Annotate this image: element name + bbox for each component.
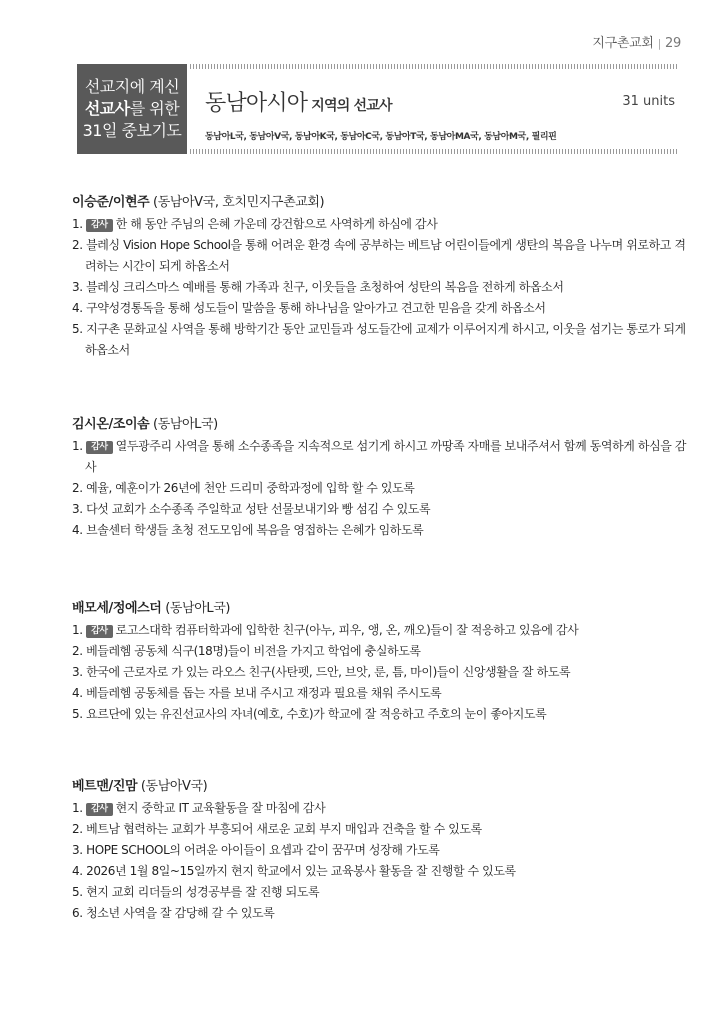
prayer-list (72, 798, 692, 924)
prayer-item-text: 다섯 교회가 소수종족 주일학교 성탄 선물보내기와 빵 섬김 수 있도록 (86, 502, 431, 516)
prayer-item-text: 브솔센터 학생들 초청 전도모임에 복음을 영접하는 은혜가 임하도록 (86, 523, 424, 537)
prayer-item-text: 지구촌 문화교실 사역을 통해 방학기간 동안 교민들과 성도들간에 교제가 이루어지게 하시고, 이웃을 섬기는 통로가 되게 하옵소서 (85, 322, 686, 357)
prayer-item (72, 882, 692, 903)
prayer-item-number: 2. (72, 822, 83, 836)
prayer-item (72, 436, 692, 478)
prayer-label-line1: 선교지에 계신 (84, 77, 180, 96)
prayer-item (72, 662, 692, 683)
region-subtitle: 지역의 선교사 (311, 98, 392, 114)
prayer-item-text: 청소년 사역을 잘 감당해 갈 수 있도록 (86, 906, 275, 920)
region-name: 동남아시아 (205, 91, 308, 116)
prayer-list (72, 214, 692, 361)
prayer-item (72, 478, 692, 499)
thanks-badge: 감사 (86, 625, 113, 638)
prayer-item-number: 5. (72, 885, 83, 899)
prayer-item-number: 6. (72, 906, 83, 920)
region-title (205, 86, 392, 117)
missionary-section (72, 775, 692, 924)
prayer-item-number: 3. (72, 280, 83, 294)
prayer-item-text: 블레싱 크리스마스 예배를 통해 가족과 친구, 이웃들을 초청하여 성탄의 복음을 전하게 하옵소서 (86, 280, 564, 294)
prayer-item-text: 요르단에 있는 유진선교사의 자녀(예호, 수호)가 학교에 잘 적응하고 주호의 눈이 좋아지도록 (86, 707, 547, 721)
missionary-section (72, 191, 692, 361)
missionary-name: 이승준/이현주 (72, 195, 150, 210)
prayer-item (72, 319, 692, 361)
prayer-item-text: 한 해 동안 주님의 은혜 가운데 강건함으로 사역하게 하심에 감사 (115, 217, 438, 231)
prayer-item (72, 235, 692, 277)
prayer-item (72, 704, 692, 725)
church-name: 지구촌교회 (592, 36, 654, 51)
prayer-item (72, 214, 692, 235)
missionary-country: (동남아V국, 호치민지구촌교회) (149, 195, 325, 210)
prayer-item (72, 620, 692, 641)
prayer-label-rest: 를 위한 (129, 99, 180, 118)
prayer-item-text: 현지 교회 리더들의 성경공부를 잘 진행 되도록 (86, 885, 320, 899)
prayer-item-text: 베들레헴 공동체를 돕는 자를 보내 주시고 재정과 필요를 채워 주시도록 (86, 686, 442, 700)
prayer-item-number: 3. (72, 502, 83, 516)
thanks-badge: 감사 (86, 219, 113, 232)
prayer-item (72, 520, 692, 541)
section-banner (77, 64, 679, 154)
page-header (592, 32, 681, 51)
missionary-name-line (72, 597, 692, 616)
prayer-item-number: 5. (72, 707, 83, 721)
prayer-item-text: 블레싱 Vision Hope School을 통해 어려운 환경 속에 공부하는 베트남 어린이들에게 생탄의 복음을 나누며 위로하고 격려하는 시간이 되게 하옵소서 (85, 238, 686, 273)
missionary-country: (동남아V국) (137, 779, 208, 794)
prayer-item (72, 683, 692, 704)
prayer-item-number: 2. (72, 644, 83, 658)
units-count: 31 units (622, 94, 675, 109)
prayer-item-number: 4. (72, 523, 83, 537)
header-divider: | (657, 37, 662, 50)
prayer-item-text: 2026년 1월 8일~15일까지 현지 학교에서 있는 교육봉사 활동을 잘 진행할 수 있도록 (86, 864, 516, 878)
prayer-item-number: 2. (72, 481, 83, 495)
prayer-item-number: 3. (72, 665, 83, 679)
prayer-item-number: 2. (72, 238, 83, 252)
prayer-item (72, 641, 692, 662)
dotted-rule-bottom (190, 149, 679, 154)
prayer-label-box (77, 64, 187, 154)
prayer-item-number: 3. (72, 843, 83, 857)
prayer-item (72, 861, 692, 882)
thanks-badge: 감사 (86, 803, 113, 816)
prayer-item-text: 한국에 근로자로 가 있는 라오스 친구(사탄펫, 드안, 브앗, 룬, 틈, 마이)들이 신앙생활을 잘 하도록 (86, 665, 571, 679)
prayer-list (72, 436, 692, 541)
prayer-item-text: 구약성경통독을 통해 성도들이 말씀을 통해 하나님을 알아가고 견고한 믿음을 갖게 하옵소서 (86, 301, 546, 315)
prayer-item-text: 열두광주리 사역을 통해 소수종족을 지속적으로 섬기게 하시고 까땅족 자매를 보내주셔서 함께 동역하게 하심을 감사 (85, 439, 687, 474)
prayer-list (72, 620, 692, 725)
missionary-name-line (72, 191, 692, 210)
prayer-item-text: 현지 중학교 IT 교육활동을 잘 마침에 감사 (115, 801, 326, 815)
prayer-item (72, 277, 692, 298)
prayer-item-number: 4. (72, 301, 83, 315)
prayer-item (72, 298, 692, 319)
prayer-item-number: 4. (72, 864, 83, 878)
prayer-item-number: 1. (72, 217, 83, 231)
prayer-item-text: 예율, 예훈이가 26년에 천안 드리미 중학과정에 입학 할 수 있도록 (86, 481, 415, 495)
missionary-country: (동남아L국) (149, 417, 218, 432)
prayer-item-text: 로고스대학 컴퓨터학과에 입학한 친구(아누, 피우, 앵, 온, 깨오)들이 잘 적응하고 있음에 감사 (115, 623, 579, 637)
prayer-item-text: 베들레헴 공동체 식구(18명)들이 비전을 가지고 학업에 충실하도록 (86, 644, 421, 658)
prayer-item (72, 819, 692, 840)
prayer-item-number: 1. (72, 439, 83, 453)
prayer-item (72, 499, 692, 520)
prayer-item-text: HOPE SCHOOL의 어려운 아이들이 요셉과 같이 꿈꾸며 성장해 가도록 (86, 843, 440, 857)
missionary-name-line (72, 413, 692, 432)
missionary-name-line (72, 775, 692, 794)
prayer-item-number: 4. (72, 686, 83, 700)
missionary-section (72, 597, 692, 725)
page-number: 29 (665, 36, 681, 51)
prayer-item-number: 1. (72, 623, 83, 637)
prayer-item (72, 798, 692, 819)
missionary-name: 김시온/조이솜 (72, 417, 150, 432)
prayer-item (72, 903, 692, 924)
missionary-section (72, 413, 692, 541)
missionary-country: (동남아L국) (161, 601, 231, 616)
country-list: 동남아L국, 동남아V국, 동남아K국, 동남아C국, 동남아T국, 동남아MA국, 동남아M국, 필리핀 (205, 132, 557, 142)
prayer-label-bold: 선교사 (84, 99, 130, 118)
prayer-label-line2 (85, 98, 179, 120)
prayer-item-number: 1. (72, 801, 83, 815)
prayer-label-line3: 31일 중보기도 (82, 121, 182, 140)
missionary-name: 배모세/정에스더 (72, 601, 162, 616)
prayer-item-number: 5. (72, 322, 83, 336)
dotted-rule-top (190, 64, 679, 69)
prayer-item-text: 베트남 협력하는 교회가 부흥되어 새로운 교회 부지 매입과 건축을 할 수 있도록 (86, 822, 482, 836)
missionary-name: 베트맨/진맘 (72, 779, 138, 794)
thanks-badge: 감사 (86, 441, 113, 454)
prayer-item (72, 840, 692, 861)
